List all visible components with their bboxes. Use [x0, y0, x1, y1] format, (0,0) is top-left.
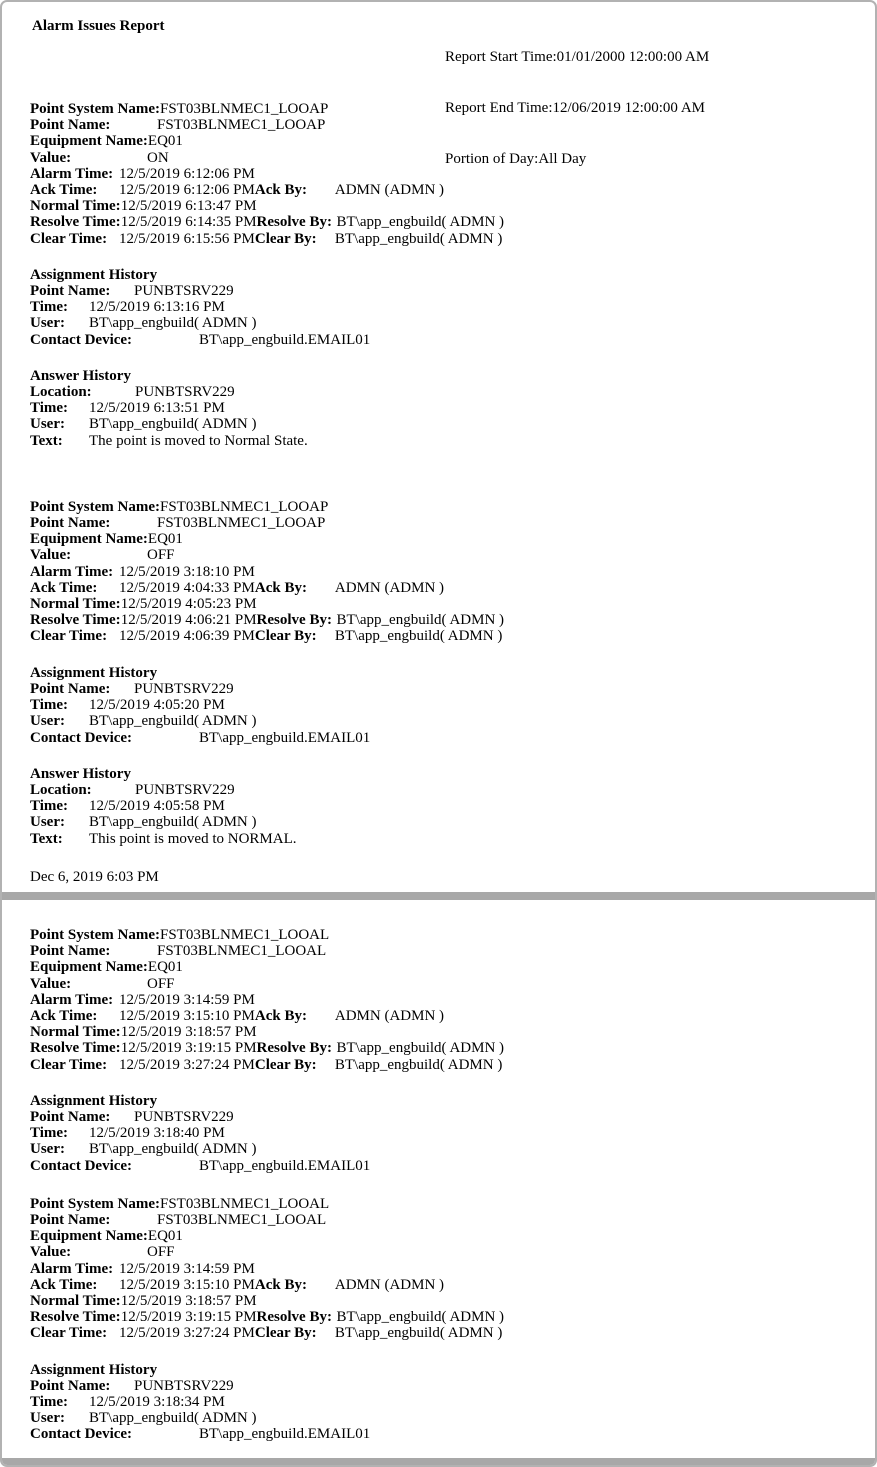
assignment-history-heading: Assignment History	[30, 664, 158, 681]
field-label: Normal Time:	[30, 1293, 121, 1310]
field-label: Resolve By:	[256, 1040, 332, 1057]
field-value: FST03BLNMEC1_LOOAL	[159, 927, 330, 943]
field-label: Normal Time:	[30, 1024, 121, 1041]
resolve-time-row	[30, 1040, 865, 1056]
field-label: Clear Time:	[30, 1325, 108, 1342]
answer-text-row	[30, 831, 865, 847]
field-label: Ack By:	[254, 1008, 307, 1025]
field-label: User:	[30, 1410, 65, 1427]
point-name-row	[30, 1212, 865, 1228]
field-label: Ack Time:	[30, 579, 98, 596]
field-label: Resolve Time:	[30, 1309, 121, 1326]
field-label: Clear By:	[254, 230, 317, 247]
answer-history-section	[30, 766, 865, 847]
assignment-contact-device-row	[30, 1426, 865, 1442]
field-value: 12/5/2019 3:18:57 PM	[120, 1293, 257, 1310]
field-label: Contact Device:	[30, 1426, 133, 1443]
clear-time-row	[30, 628, 865, 644]
field-value: BT\app_engbuild( ADMN )	[89, 315, 257, 332]
field-label: Resolve Time:	[30, 1040, 121, 1057]
report-end-time: Report End Time:12/06/2019 12:00:00 AM	[445, 100, 706, 116]
field-value: 12/5/2019 3:18:57 PM	[120, 1024, 257, 1041]
assignment-point-name-row	[30, 1378, 865, 1394]
field-value: 12/5/2019 6:12:06 PM	[119, 165, 255, 182]
field-value: 12/5/2019 3:14:59 PM	[119, 1260, 255, 1277]
point-system-name-row	[30, 499, 865, 515]
field-label: Contact Device:	[30, 729, 133, 746]
assignment-point-name-row	[30, 681, 865, 697]
field-value: BT\app_engbuild( ADMN )	[336, 214, 505, 231]
field-value: BT\app_engbuild( ADMN )	[334, 230, 503, 247]
field-value: BT\app_engbuild( ADMN )	[336, 1309, 505, 1326]
field-value: EQ01	[147, 959, 183, 976]
alarm-entry	[30, 499, 865, 847]
field-label: Clear Time:	[30, 628, 108, 645]
resolve-time-row	[30, 1309, 865, 1325]
field-value: OFF	[147, 975, 175, 992]
field-value: BT\app_engbuild.EMAIL01	[199, 1426, 371, 1443]
field-value: 12/5/2019 3:15:10 PM	[119, 1276, 255, 1293]
field-label: Time:	[30, 798, 69, 815]
field-label: Equipment Name:	[30, 959, 148, 976]
field-value: ON	[147, 149, 169, 166]
field-label: Location:	[30, 781, 92, 798]
answer-history-heading: Answer History	[30, 765, 131, 782]
assignment-user-row	[30, 315, 865, 331]
field-value: BT\app_engbuild( ADMN )	[89, 416, 257, 433]
answer-user-row	[30, 814, 865, 830]
field-label: User:	[30, 713, 65, 730]
answer-location-row	[30, 782, 865, 798]
field-label: Ack Time:	[30, 1276, 98, 1293]
field-label: Ack By:	[254, 579, 307, 596]
answer-time-row	[30, 400, 865, 416]
equipment-name-row	[30, 1228, 865, 1244]
field-label: Point Name:	[30, 1212, 111, 1229]
field-value: 12/5/2019 6:12:06 PM	[119, 182, 255, 199]
field-label: Time:	[30, 299, 69, 316]
field-value: PUNBTSRV229	[134, 1109, 234, 1126]
field-label: Text:	[30, 830, 63, 847]
field-value: 12/5/2019 6:13:16 PM	[89, 299, 225, 316]
field-value: BT\app_engbuild( ADMN )	[334, 628, 503, 645]
field-label: Time:	[30, 400, 69, 417]
field-value: ADMN (ADMN )	[334, 579, 445, 596]
resolve-time-row	[30, 612, 865, 628]
field-value: FST03BLNMEC1_LOOAL	[157, 943, 327, 960]
field-label: Clear By:	[254, 1056, 317, 1073]
field-value: 12/5/2019 4:06:21 PM	[120, 612, 257, 629]
field-label: Alarm Time:	[30, 165, 114, 182]
field-value: EQ01	[147, 531, 183, 548]
field-label: Point System Name:	[30, 498, 160, 515]
field-label: Ack Time:	[30, 182, 98, 199]
assignment-history-section	[30, 1093, 865, 1174]
field-label: Point Name:	[30, 117, 111, 134]
assignment-time-row	[30, 1394, 865, 1410]
field-value: BT\app_engbuild( ADMN )	[336, 1040, 505, 1057]
answer-history-section	[30, 368, 865, 449]
field-label: Resolve Time:	[30, 214, 121, 231]
field-value: BT\app_engbuild( ADMN )	[334, 1325, 503, 1342]
field-value: PUNBTSRV229	[134, 680, 234, 697]
point-system-name-row	[30, 1196, 865, 1212]
field-label: Clear By:	[254, 628, 317, 645]
field-label: Point System Name:	[30, 1195, 160, 1212]
field-value: 12/5/2019 3:14:59 PM	[119, 991, 255, 1008]
field-value: BT\app_engbuild.EMAIL01	[199, 1157, 371, 1174]
normal-time-row	[30, 596, 865, 612]
field-value: BT\app_engbuild( ADMN )	[89, 713, 257, 730]
field-label: Normal Time:	[30, 596, 121, 613]
answer-user-row	[30, 416, 865, 432]
answer-history-heading: Answer History	[30, 367, 131, 384]
point-name-row	[30, 515, 865, 531]
equipment-name-row	[30, 531, 865, 547]
field-value: ADMN (ADMN )	[334, 1008, 445, 1025]
page-1-entries	[30, 101, 865, 847]
field-value: 12/5/2019 4:05:58 PM	[89, 798, 225, 815]
assignment-user-row	[30, 1410, 865, 1426]
field-label: Clear Time:	[30, 1056, 108, 1073]
field-value: The point is moved to Normal State.	[89, 432, 308, 449]
assignment-point-name-row	[30, 283, 865, 299]
field-value: 12/5/2019 6:13:51 PM	[89, 400, 225, 417]
assignment-time-row	[30, 299, 865, 315]
field-value: FST03BLNMEC1_LOOAP	[157, 515, 326, 532]
assignment-time-row	[30, 1125, 865, 1141]
field-label: Normal Time:	[30, 198, 121, 215]
field-label: Time:	[30, 697, 69, 714]
field-value: 12/5/2019 4:05:20 PM	[89, 697, 225, 714]
field-value: EQ01	[147, 133, 183, 150]
field-value: FST03BLNMEC1_LOOAP	[159, 101, 329, 117]
field-value: BT\app_engbuild.EMAIL01	[199, 331, 371, 348]
field-value: 12/5/2019 6:15:56 PM	[119, 230, 255, 247]
page-break-divider	[2, 892, 875, 900]
field-value: 12/5/2019 3:27:24 PM	[119, 1056, 255, 1073]
value-row	[30, 976, 865, 992]
field-value: FST03BLNMEC1_LOOAP	[157, 117, 326, 134]
assignment-point-name-row	[30, 1109, 865, 1125]
resolve-time-row	[30, 214, 865, 230]
assignment-history-section	[30, 665, 865, 746]
field-label: Clear By:	[254, 1325, 317, 1342]
assignment-history-section	[30, 1362, 865, 1443]
portion-of-day: Portion of Day:All Day	[445, 151, 587, 167]
field-label: Value:	[30, 975, 72, 992]
field-value: 12/5/2019 3:27:24 PM	[119, 1325, 255, 1342]
field-label: Point Name:	[30, 1377, 111, 1394]
value-row	[30, 547, 865, 563]
point-system-name-row	[30, 927, 865, 943]
ack-time-row	[30, 1277, 865, 1293]
field-value: ADMN (ADMN )	[334, 1276, 445, 1293]
clear-time-row	[30, 1057, 865, 1073]
field-label: Contact Device:	[30, 1157, 133, 1174]
field-label: User:	[30, 416, 65, 433]
assignment-user-row	[30, 1141, 865, 1157]
answer-text-row	[30, 433, 865, 449]
field-value: 12/5/2019 6:14:35 PM	[120, 214, 257, 231]
field-label: Location:	[30, 384, 92, 401]
point-name-row	[30, 943, 865, 959]
field-label: Value:	[30, 547, 72, 564]
field-label: Ack By:	[254, 1276, 307, 1293]
field-value: 12/5/2019 3:19:15 PM	[120, 1040, 257, 1057]
page-break-divider-bottom	[2, 1458, 875, 1465]
field-label: Alarm Time:	[30, 563, 114, 580]
value-row	[30, 1244, 865, 1260]
field-label: Equipment Name:	[30, 133, 148, 150]
field-value: BT\app_engbuild( ADMN )	[89, 1410, 257, 1427]
field-value: FST03BLNMEC1_LOOAL	[159, 1195, 330, 1212]
field-label: Equipment Name:	[30, 1228, 148, 1245]
field-label: Text:	[30, 432, 63, 449]
assignment-contact-device-row	[30, 332, 865, 348]
field-label: Value:	[30, 1244, 72, 1261]
field-value: FST03BLNMEC1_LOOAL	[157, 1212, 327, 1229]
field-value: BT\app_engbuild( ADMN )	[89, 1141, 257, 1158]
field-value: BT\app_engbuild( ADMN )	[336, 612, 505, 629]
alarm-time-row	[30, 992, 865, 1008]
report-start-time: Report Start Time:01/01/2000 12:00:00 AM	[445, 49, 710, 65]
equipment-name-row	[30, 959, 865, 975]
field-label: Resolve By:	[256, 214, 332, 231]
field-value: FST03BLNMEC1_LOOAP	[159, 498, 329, 515]
field-value: ADMN (ADMN )	[334, 182, 445, 199]
field-label: User:	[30, 814, 65, 831]
field-label: Resolve Time:	[30, 612, 121, 629]
alarm-time-row	[30, 564, 865, 580]
assignment-contact-device-row	[30, 730, 865, 746]
field-label: Alarm Time:	[30, 991, 114, 1008]
field-label: Point System Name:	[30, 101, 160, 117]
field-value: 12/5/2019 3:19:15 PM	[120, 1309, 257, 1326]
assignment-user-row	[30, 713, 865, 729]
assignment-history-heading: Assignment History	[30, 1092, 158, 1109]
field-value: EQ01	[147, 1228, 183, 1245]
normal-time-row	[30, 1024, 865, 1040]
field-value: 12/5/2019 4:05:23 PM	[120, 596, 257, 613]
field-label: Time:	[30, 1125, 69, 1142]
assignment-history-heading: Assignment History	[30, 266, 158, 283]
field-label: Point Name:	[30, 1109, 111, 1126]
normal-time-row	[30, 1293, 865, 1309]
field-label: Resolve By:	[256, 1309, 332, 1326]
field-label: Point Name:	[30, 283, 111, 300]
field-value: PUNBTSRV229	[135, 384, 235, 401]
assignment-contact-device-row	[30, 1158, 865, 1174]
field-label: Contact Device:	[30, 331, 133, 348]
field-value: PUNBTSRV229	[134, 1377, 234, 1394]
report-header-meta	[445, 15, 709, 202]
field-value: 12/5/2019 3:18:10 PM	[119, 563, 255, 580]
field-label: Ack By:	[254, 182, 307, 199]
field-value: PUNBTSRV229	[135, 781, 235, 798]
field-label: Resolve By:	[256, 612, 332, 629]
assignment-time-row	[30, 697, 865, 713]
field-label: User:	[30, 315, 65, 332]
report-generated-timestamp: Dec 6, 2019 6:03 PM	[30, 868, 159, 885]
clear-time-row	[30, 1325, 865, 1341]
field-value: 12/5/2019 3:18:40 PM	[89, 1125, 225, 1142]
field-value: 12/5/2019 3:18:34 PM	[89, 1394, 225, 1411]
field-label: Clear Time:	[30, 230, 108, 247]
field-label: Point Name:	[30, 943, 111, 960]
alarm-time-row	[30, 1261, 865, 1277]
field-value: OFF	[147, 1244, 175, 1261]
field-label: User:	[30, 1141, 65, 1158]
field-label: Time:	[30, 1394, 69, 1411]
assignment-history-heading: Assignment History	[30, 1361, 158, 1378]
page-2-entries	[30, 927, 865, 1443]
answer-time-row	[30, 798, 865, 814]
field-value: This point is moved to NORMAL.	[89, 830, 297, 847]
alarm-entry	[30, 927, 865, 1174]
report-page-2	[2, 900, 875, 1458]
ack-time-row	[30, 580, 865, 596]
field-value: PUNBTSRV229	[134, 283, 234, 300]
field-label: Ack Time:	[30, 1008, 98, 1025]
field-value: OFF	[147, 547, 175, 564]
answer-location-row	[30, 384, 865, 400]
field-label: Value:	[30, 149, 72, 166]
field-label: Point System Name:	[30, 927, 160, 943]
field-value: BT\app_engbuild( ADMN )	[334, 1056, 503, 1073]
ack-time-row	[30, 1008, 865, 1024]
alarm-entry	[30, 1196, 865, 1443]
field-label: Point Name:	[30, 680, 111, 697]
field-value: 12/5/2019 6:13:47 PM	[120, 198, 257, 215]
field-value: BT\app_engbuild.EMAIL01	[199, 729, 371, 746]
clear-time-row	[30, 231, 865, 247]
field-value: 12/5/2019 3:15:10 PM	[119, 1008, 255, 1025]
report-page-1	[2, 2, 875, 892]
report-title: Alarm Issues Report	[32, 18, 165, 34]
field-value: 12/5/2019 4:04:33 PM	[119, 579, 255, 596]
assignment-history-section	[30, 267, 865, 348]
field-label: Equipment Name:	[30, 531, 148, 548]
field-value: BT\app_engbuild( ADMN )	[89, 814, 257, 831]
field-label: Point Name:	[30, 515, 111, 532]
field-label: Alarm Time:	[30, 1260, 114, 1277]
field-value: 12/5/2019 4:06:39 PM	[119, 628, 255, 645]
